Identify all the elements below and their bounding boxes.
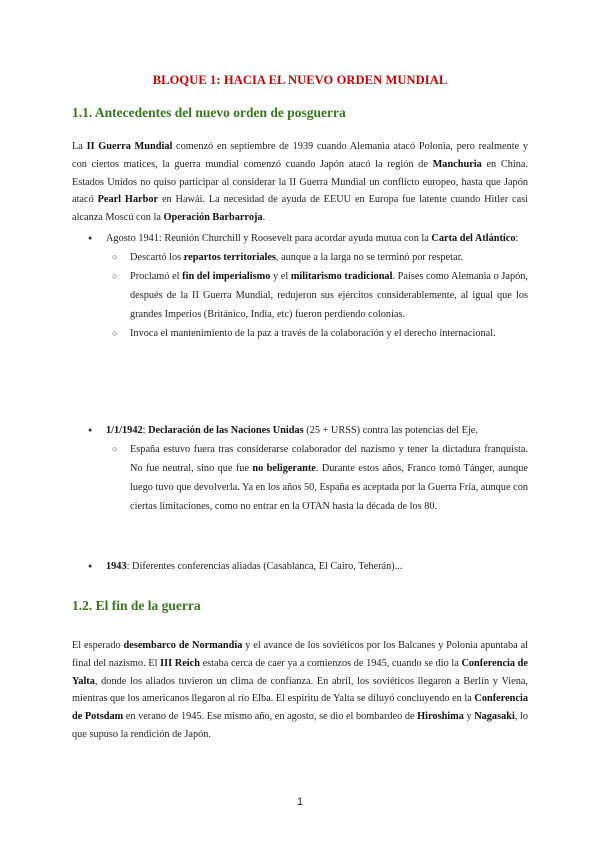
bullet-item-1943: ● 1943: Diferentes conferencias aliadas (Casablanca, El Cairo, Teherán)... xyxy=(72,557,528,576)
bold-term: 1943 xyxy=(106,561,127,572)
section-heading-antecedentes: 1.1. Antecedentes del nuevo orden de posguerra xyxy=(72,105,346,120)
bold-term: 1/1/1942 xyxy=(106,425,143,436)
page-number: 1 xyxy=(296,796,304,808)
bold-term: III Reich xyxy=(160,657,200,669)
section1-paragraph: La II Guerra Mundial comenzó en septiembre de 1939 cuando Alemania atacó Polonia, pero realmente y con ciertos matices, la guerra mundial comenzó cuando Japón atacó la región de Manchuria en China. Estados Unidos no quiso participar al considerar la II Guerra Mundial un conflicto europeo, hasta que Japón atacó Pearl Harbor en Hawái. La necesidad de ayuda de EEUU en Europa fue latente cuando Hitler casi alcanza Moscú con la Operación Barbarroja. xyxy=(72,141,529,224)
bullet-list-1943 xyxy=(72,557,528,576)
sub-list-1942 xyxy=(106,440,528,516)
bold-term: desembarco de Normandía xyxy=(123,640,243,651)
sub-item-imperialismo: ○ Proclamó el fin del imperialismo y el militarismo tradicional. Países como Alemania o Japón, después de la II Guerra Mundial, redujeron sus ejércitos considerablemente, al igual que los grandes Imperios (Británico, India, etc) fueron perdiendo colonias. xyxy=(106,267,528,324)
sub-list-1941 xyxy=(106,248,528,343)
bold-term: repartos territoriales xyxy=(183,252,276,263)
bold-term: Declaración de las Naciones Unidas xyxy=(148,425,304,436)
bold-term: no beligerante xyxy=(252,463,316,474)
bold-term: Conferencia de Potsdam xyxy=(72,693,528,723)
bold-term: Manchuria xyxy=(432,158,482,170)
bold-term: Operación Barbarroja xyxy=(163,212,263,224)
bold-term: Pearl Harbor xyxy=(97,194,159,206)
bold-term: militarismo tradicional xyxy=(290,271,393,282)
bullet-list-1942 xyxy=(72,421,528,516)
bullet-text-1942: 1/1/1942: Declaración de las Naciones Unidas (25 + URSS) contra las potencias del Eje. xyxy=(106,425,478,436)
bullet-item-1941 xyxy=(72,229,528,343)
section-heading-fin-guerra: 1.2. El fin de la guerra xyxy=(72,598,201,613)
bold-term: Carta del Atlántico xyxy=(431,233,516,244)
section2-paragraph: El esperado desembarco de Normandía y el avance de los soviéticos por los Balcanes y Polonia apuntaba al final del nazismo. El III Reich estaba cerca de caer ya a comienzos de 1945, cuando se dio la Conferencia de Yalta, donde los aliados tuvieron un clima de confianza. En abril, los soviéticos llegaron a Berlín y Viena, mientras que los americanos llegaron al río Elba. El espíritu de Yalta se diluyó concluyendo en la Conferencia de Potsdam en verano de 1945. Ese mismo año, en agosto, se dio el bombardeo de Hiroshima y Nagasaki, lo que supuso la rendición de Japón. xyxy=(72,640,529,740)
bold-term: Conferencia de Yalta xyxy=(72,657,528,687)
bold-term: Nagasaki xyxy=(474,711,515,723)
bold-term: Hiroshima xyxy=(417,711,464,723)
bullet-text-1941: Agosto 1941: Reunión Churchill y Roosevelt para acordar ayuda mutua con la Carta del Atlántico: xyxy=(106,233,519,244)
sub-item-repartos: ○ Descartó los repartos territoriales, aunque a la larga no se terminó por respetar. xyxy=(106,248,528,267)
bold-term: II Guerra Mundial xyxy=(86,141,173,152)
bullet-list-1941 xyxy=(72,229,528,343)
sub-item-espana: ○ España estuvo fuera tras considerarse colaborador del nazismo y tener la dictadura franquista. No fue neutral, sino que fue no beligerante. Durante estos años, Franco tomó Tánger, aunque luego tuvo que devolverla. Ya en los años 50, España es aceptada por la Guerra Fría, aunque con ciertas limitaciones, como no entrar en la OTAN hasta la década de los 80. xyxy=(106,440,528,516)
sub-item-paz: ○ Invoca el mantenimiento de la paz a través de la colaboración y el derecho internacional. xyxy=(106,324,528,343)
document-title: BLOQUE 1: HACIA EL NUEVO ORDEN MUNDIAL xyxy=(152,73,448,87)
bullet-item-1942 xyxy=(72,421,528,516)
bold-term: fin del imperialismo xyxy=(182,271,271,282)
